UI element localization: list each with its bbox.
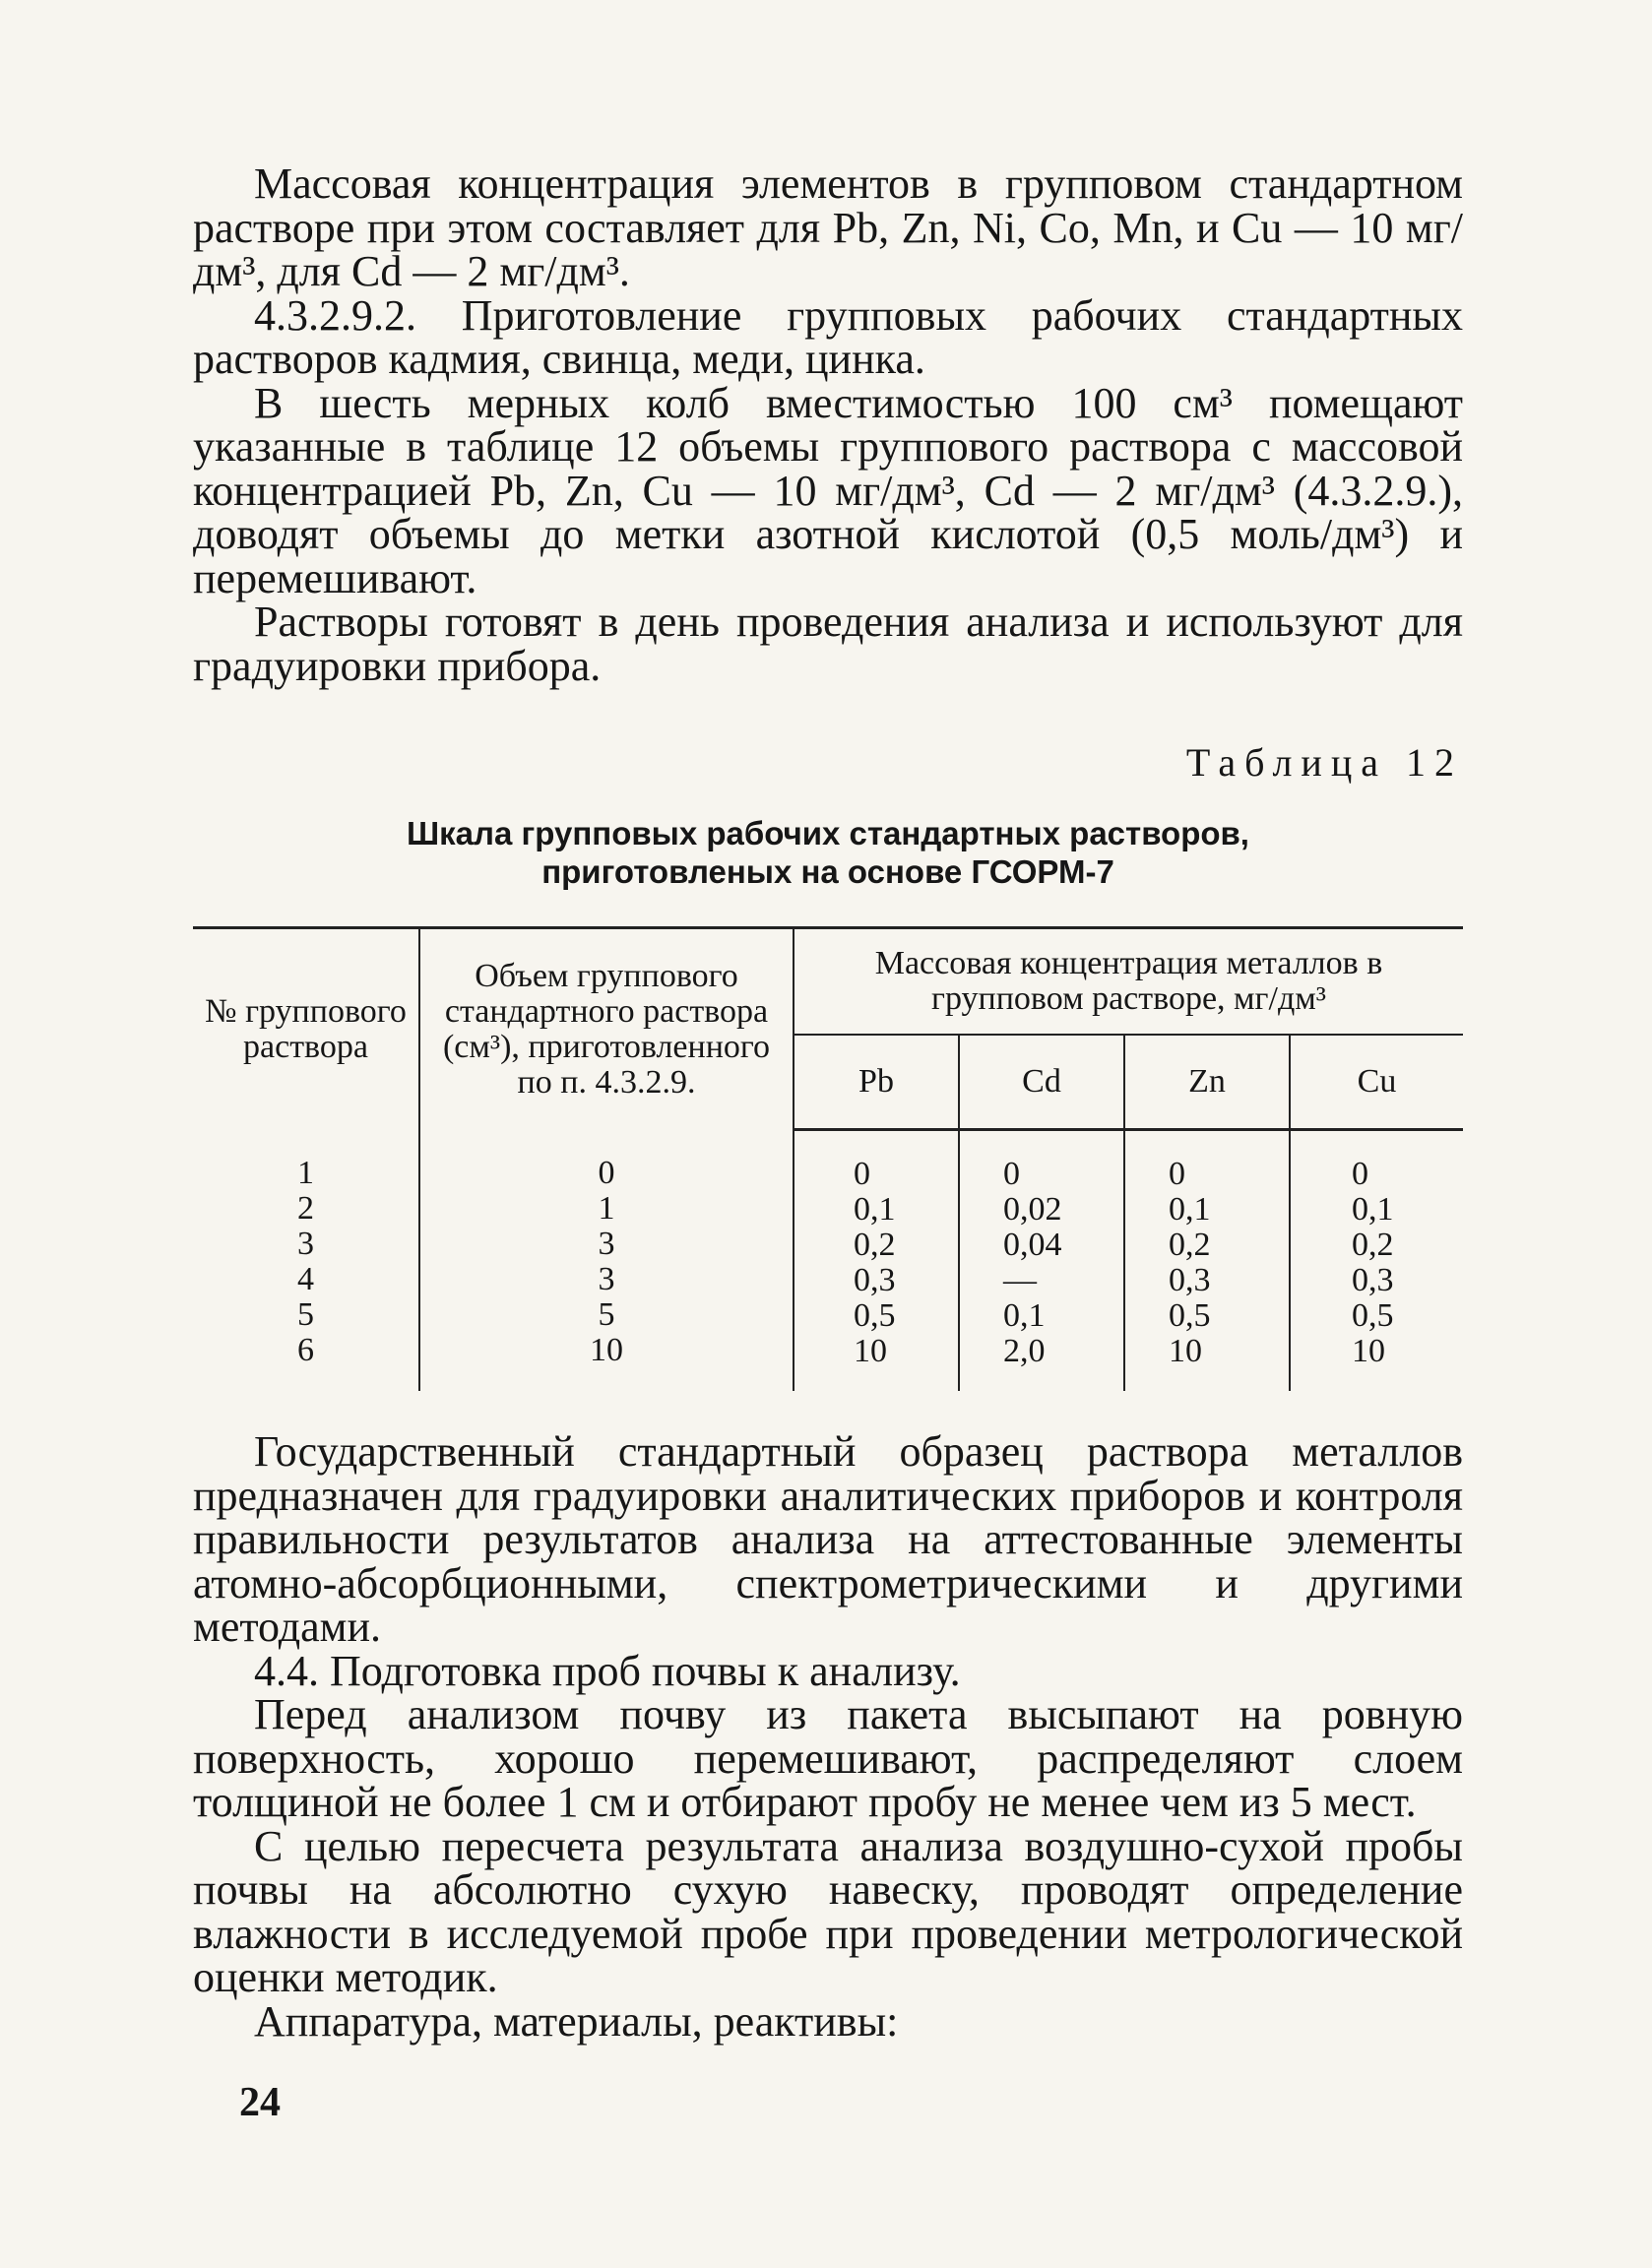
cell-cu: 0 0,1 0,2 0,3 0,5 10: [1352, 1156, 1394, 1369]
header-cd: Cd: [959, 1035, 1124, 1130]
paragraph: Аппаратура, материалы, реактивы:: [254, 1996, 899, 2046]
paragraph-section-heading: 4.3.2.9.2. Приготовление групповых рабочих стандартных растворов кадмия, свинца, меди, цинка.: [193, 290, 1463, 383]
cell-zn: 0 0,1 0,2 0,3 0,5 10: [1124, 1130, 1290, 1392]
cell-cd: 0 0,02 0,04 — 0,1 2,0: [959, 1130, 1124, 1392]
table-row: [193, 1130, 1463, 1392]
paragraph: С целью пересчета результата анализа воздушно-сухой пробы почвы на абсолютно сухую навеску, проводят определение влажности в исследуемой пробе при проведении метрологической оценки методик.: [193, 1821, 1463, 2001]
cell-volume: 0 1 3 3 5 10: [419, 1130, 794, 1392]
page-number: 24: [239, 2080, 281, 2125]
header-group-number: № группового раствора: [193, 928, 419, 1130]
table-title-line1: Шкала групповых рабочих стандартных растворов,: [407, 815, 1249, 851]
paragraph: Растворы готовят в день проведения анализа и используют для градуировки прибора.: [193, 598, 1463, 690]
table-caption: Таблица 12: [1185, 740, 1463, 785]
table-title-line2: приготовленых на основе ГСОРМ-7: [541, 853, 1114, 890]
paragraph: В шесть мерных колб вместимостью 100 см³ помещают указанные в таблице 12 объемы группового раствора с массовой концентрацией Pb, Zn, Cu — 10 мг/дм³, Cd — 2 мг/дм³ (4.3.2.9.), доводят объемы до метки азотной кислотой (0,5 моль/дм³) и перемешивают.: [193, 378, 1463, 602]
cell-group-number: 1 2 3 4 5 6: [193, 1130, 419, 1392]
concentration-table: [193, 926, 1463, 1391]
header-zn: Zn: [1124, 1035, 1290, 1130]
header-pb: Pb: [794, 1035, 959, 1130]
cell-pb: 0 0,1 0,2 0,3 0,5 10: [794, 1130, 959, 1392]
paragraph: Государственный стандартный образец раствора металлов предназначен для градуировки аналитических приборов и контроля правильности результатов анализа на аттестованные элементы атомно-абсорбционными, спектрометрическими и другими методами.: [193, 1427, 1463, 1651]
table-title: [193, 814, 1463, 891]
header-volume: Объем группового стандартного раствора (см³), приготовленного по п. 4.3.2.9.: [419, 928, 794, 1130]
document-page: [193, 159, 1463, 2046]
header-mass-concentration: Массовая концентрация металлов в групповом растворе, мг/дм³: [794, 928, 1463, 1036]
paragraph: Перед анализом почву из пакета высыпают на ровную поверхность, хорошо перемешивают, распределяют слоем толщиной не более 1 см и отбирают пробу не менее чем из 5 мест.: [193, 1690, 1463, 1826]
header-cu: Cu: [1290, 1035, 1463, 1130]
paragraph-section-heading: 4.4. Подготовка проб почвы к анализу.: [254, 1646, 961, 1695]
paragraph: Массовая концентрация элементов в групповом стандартном растворе при этом составляет для Pb, Zn, Ni, Co, Mn, и Cu — 10 мг/дм³, для Cd — 2 мг/дм³.: [193, 159, 1463, 295]
